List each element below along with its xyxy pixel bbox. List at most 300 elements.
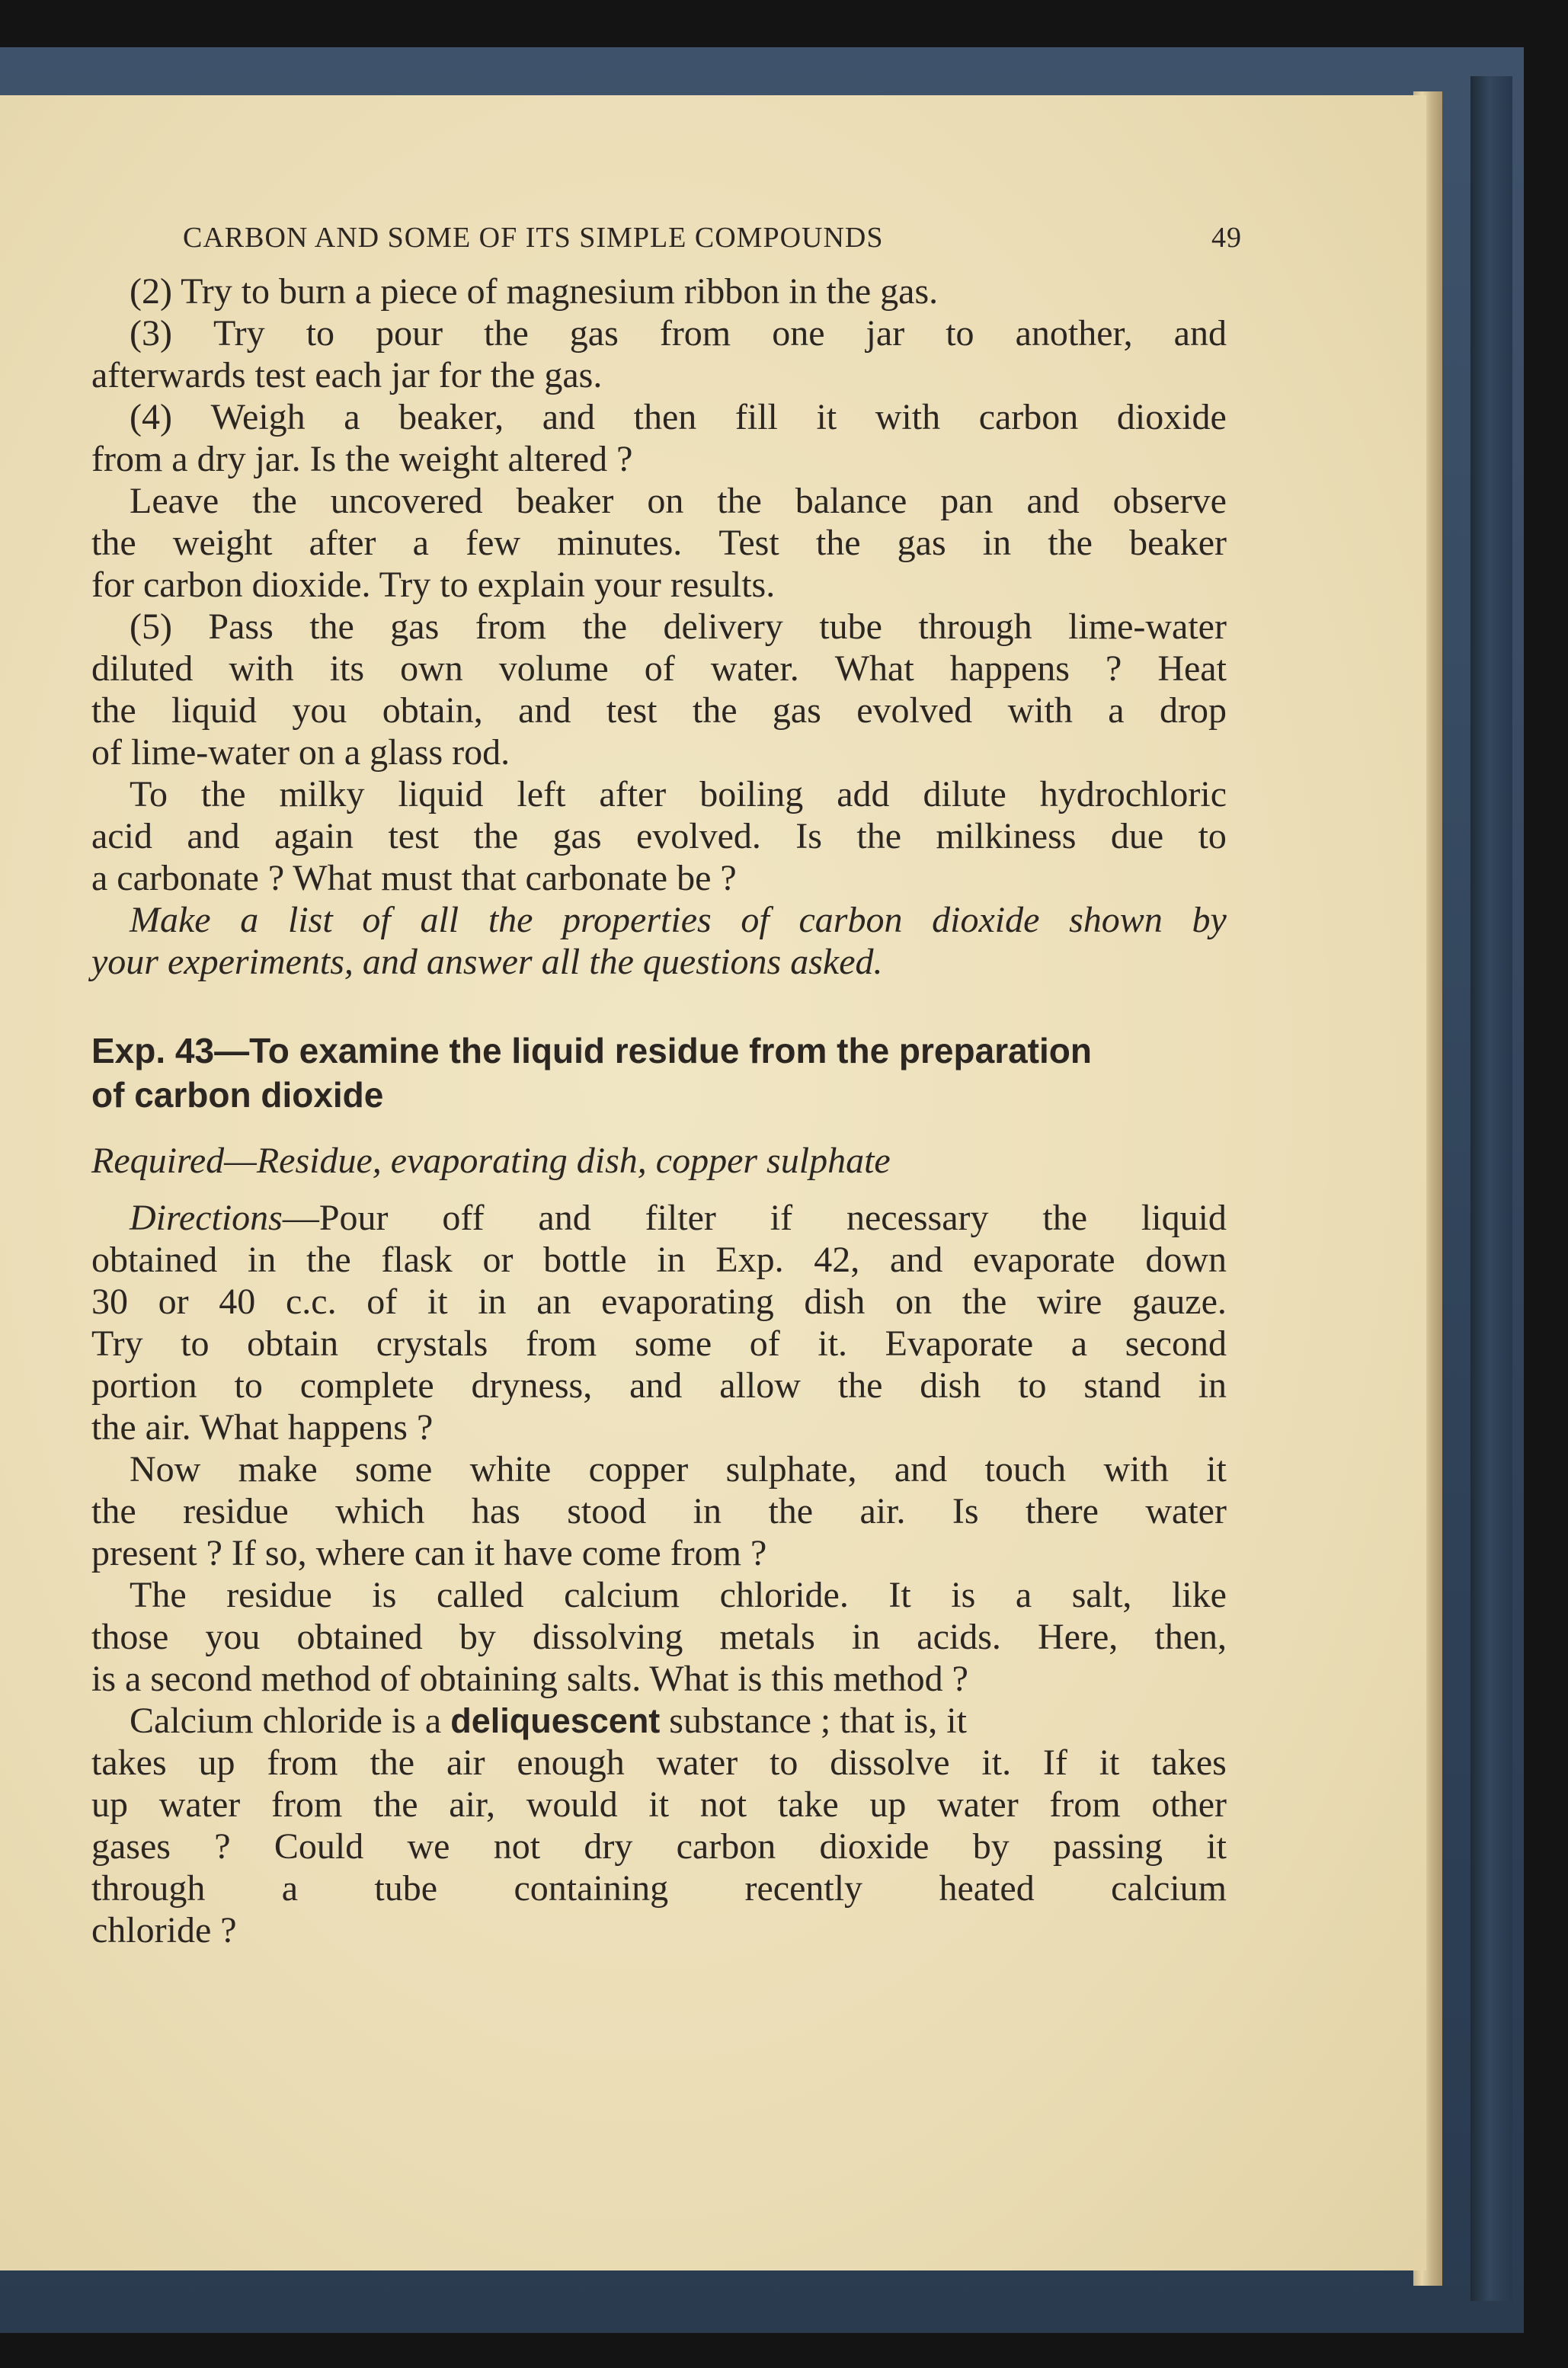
word: a	[240, 900, 259, 940]
word: or	[482, 1240, 514, 1280]
word: those	[91, 1617, 169, 1657]
word: the	[837, 1365, 883, 1406]
word: the	[91, 690, 136, 731]
word: another,	[1015, 313, 1133, 354]
word: salt,	[1071, 1575, 1132, 1615]
word: stood	[567, 1491, 647, 1531]
word: if	[770, 1198, 793, 1238]
word: of	[741, 900, 770, 940]
word: and	[542, 397, 596, 437]
text-line	[130, 773, 1227, 815]
word: with	[1103, 1449, 1169, 1490]
word: diluted	[91, 648, 194, 689]
word: residue	[183, 1491, 289, 1531]
text-line	[91, 1239, 1227, 1281]
word: dioxide	[932, 900, 1040, 940]
word: the	[815, 523, 861, 563]
word: second	[1125, 1323, 1227, 1364]
word: observe	[1112, 481, 1227, 521]
text-run	[130, 606, 1227, 648]
word: and	[187, 816, 240, 856]
text-line	[91, 857, 1227, 899]
word: make	[238, 1449, 318, 1490]
experiment-heading-line: Exp. 43—To examine the liquid residue from the preparation	[91, 1031, 1092, 1070]
word: gas	[569, 313, 619, 354]
word: gas	[772, 690, 821, 731]
word: balance	[795, 481, 907, 521]
word: test	[606, 690, 658, 731]
word: a	[281, 1868, 299, 1909]
word: there	[1026, 1491, 1099, 1531]
word: in	[693, 1491, 722, 1531]
word: the	[692, 690, 738, 731]
word: stand	[1083, 1365, 1161, 1406]
word: the	[370, 1742, 415, 1783]
word: the	[1048, 523, 1093, 563]
word: up	[91, 1784, 128, 1825]
word: Is	[952, 1491, 979, 1531]
word: in	[478, 1282, 507, 1322]
word: its	[329, 648, 365, 689]
word: milky	[279, 774, 365, 814]
text-line	[91, 1784, 1227, 1826]
deliquescent-line	[130, 1700, 1227, 1742]
text-run	[130, 1448, 1227, 1490]
word: from	[267, 1742, 338, 1783]
word: left	[517, 774, 566, 814]
word: add	[837, 774, 890, 814]
text-run	[91, 1281, 1227, 1323]
word: and	[629, 1365, 683, 1406]
word: you	[292, 690, 347, 731]
word: to	[770, 1742, 798, 1783]
word: containing	[514, 1868, 669, 1909]
text-line	[91, 1323, 1227, 1365]
word: the	[962, 1282, 1007, 1322]
word: from	[525, 1323, 597, 1364]
word: dissolve	[830, 1742, 950, 1783]
text-run	[91, 1867, 1227, 1909]
book-spine-edge	[1470, 76, 1512, 2301]
word: is	[951, 1575, 976, 1615]
word: and	[518, 690, 571, 731]
word: of	[362, 900, 391, 940]
word: the	[768, 1491, 814, 1531]
page-number: 49	[1211, 222, 1242, 254]
word: from	[1049, 1784, 1121, 1825]
word: air,	[449, 1784, 495, 1825]
text-line	[91, 815, 1227, 857]
text-line	[91, 1867, 1227, 1909]
word: in	[982, 523, 1012, 563]
text-run	[91, 1490, 1227, 1532]
word: all	[420, 900, 459, 940]
word: dish	[920, 1365, 981, 1406]
word: dissolving	[532, 1617, 683, 1657]
word: by	[459, 1617, 496, 1657]
word: a	[344, 397, 360, 437]
word: 40	[219, 1282, 256, 1322]
text-run: substance ; that is, it	[660, 1701, 967, 1741]
word: it	[1099, 1742, 1120, 1783]
word: milkiness	[936, 816, 1077, 856]
word: water.	[710, 648, 799, 689]
word: it	[816, 397, 837, 437]
word: from	[475, 606, 547, 647]
word: the	[373, 1784, 418, 1825]
word: takes	[91, 1742, 167, 1783]
word: water	[937, 1784, 1019, 1825]
word: some	[354, 1449, 433, 1490]
word: air.	[859, 1491, 906, 1531]
text-line	[91, 1742, 1227, 1784]
text-run	[91, 1323, 1227, 1365]
word: is	[372, 1575, 397, 1615]
text-run	[91, 815, 1227, 857]
word: Heat	[1157, 648, 1227, 689]
word: after	[309, 523, 376, 563]
word: complete	[299, 1365, 434, 1406]
word: passing	[1053, 1826, 1163, 1867]
word: off	[442, 1198, 485, 1238]
book-page	[0, 95, 1426, 2270]
word: due	[1110, 816, 1164, 856]
word: to	[1198, 816, 1227, 856]
word: evaporate	[973, 1240, 1115, 1280]
word: by	[1192, 900, 1227, 940]
word: on	[895, 1282, 933, 1322]
word: tube	[374, 1868, 438, 1909]
word: to	[1018, 1365, 1047, 1406]
deliquescent-term: deliquescent	[450, 1701, 661, 1740]
word: through	[918, 606, 1032, 647]
text-run	[91, 1826, 1227, 1867]
word: If	[1042, 1742, 1067, 1783]
word: lime-water	[1068, 606, 1227, 647]
text-run: of lime-water on a glass rod.	[91, 732, 510, 773]
word: 42,	[814, 1240, 860, 1280]
word: minutes.	[557, 523, 683, 563]
word: properties	[562, 900, 712, 940]
word: tube	[819, 606, 882, 647]
word: the	[306, 1240, 351, 1280]
word: take	[777, 1784, 839, 1825]
experiment-heading-line: of carbon dioxide	[91, 1075, 384, 1115]
word: Could	[274, 1826, 364, 1867]
word: by	[972, 1826, 1010, 1867]
word: own	[400, 648, 463, 689]
word: it	[1206, 1449, 1227, 1490]
text-line	[91, 1658, 1227, 1700]
text-run: for carbon dioxide. Try to explain your results.	[91, 565, 776, 605]
word: on	[647, 481, 684, 521]
text-line	[130, 1574, 1227, 1616]
word: beaker	[516, 481, 614, 521]
word: up	[869, 1784, 907, 1825]
word: ?	[1106, 648, 1122, 689]
word: To	[130, 774, 168, 814]
text-run	[130, 480, 1227, 522]
text-run	[91, 522, 1227, 564]
word: —Pour	[282, 1198, 389, 1238]
word: obtain,	[382, 690, 483, 731]
word: the	[484, 313, 529, 354]
word: calcium	[1111, 1868, 1227, 1909]
word: Here,	[1038, 1617, 1118, 1657]
word: dryness,	[471, 1365, 593, 1406]
text-line	[91, 1406, 1227, 1448]
word: through	[91, 1868, 206, 1909]
word: other	[1151, 1784, 1227, 1825]
word: the	[488, 900, 533, 940]
text-run: a carbonate ? What must that carbonate be ?	[91, 858, 737, 898]
word: dioxide	[1116, 397, 1227, 437]
word: a	[412, 523, 429, 563]
word: to	[234, 1365, 263, 1406]
word: dilute	[923, 774, 1006, 814]
text-run: present ? If so, where can it have come from ?	[91, 1533, 767, 1573]
text-line	[130, 480, 1227, 522]
word: with	[875, 397, 941, 437]
word: (3)	[130, 313, 172, 354]
word: Try	[213, 313, 265, 354]
word: liquid	[171, 690, 258, 731]
word: of	[366, 1282, 398, 1322]
word: drop	[1159, 690, 1227, 731]
instruction-line	[91, 941, 1227, 983]
word: again	[274, 816, 354, 856]
word: and	[538, 1198, 591, 1238]
text-line	[91, 690, 1227, 731]
word: the	[582, 606, 628, 647]
text-run	[130, 899, 1227, 941]
word: copper	[588, 1449, 689, 1490]
word: beaker,	[398, 397, 504, 437]
word: test	[388, 816, 440, 856]
text-line	[130, 312, 1227, 354]
word: wire	[1037, 1282, 1102, 1322]
word: in	[657, 1240, 686, 1280]
text-run	[91, 690, 1227, 731]
word: liquid	[398, 774, 484, 814]
text-line	[91, 1365, 1227, 1406]
word: then,	[1154, 1617, 1227, 1657]
word: to	[181, 1323, 210, 1364]
text-line	[130, 396, 1227, 438]
text-run: Calcium chloride is a	[130, 1701, 451, 1741]
word: air	[446, 1742, 485, 1783]
word: necessary	[846, 1198, 989, 1238]
text-run	[91, 648, 1227, 690]
text-line	[91, 648, 1227, 690]
word: flask	[381, 1240, 453, 1280]
word: boiling	[699, 774, 804, 814]
word: residue	[226, 1575, 332, 1615]
text-run	[91, 1365, 1227, 1406]
word: Test	[718, 523, 779, 563]
word: the	[717, 481, 762, 521]
directions-label: Directions	[130, 1198, 283, 1238]
text-line	[91, 564, 1227, 606]
text-line	[91, 1281, 1227, 1323]
text-line	[91, 354, 1227, 396]
word: Exp.	[715, 1240, 784, 1280]
word: down	[1145, 1240, 1227, 1280]
word: it.	[981, 1742, 1012, 1783]
running-head	[183, 221, 1242, 254]
word: jar	[866, 313, 905, 354]
word: of	[644, 648, 675, 689]
word: the	[856, 816, 902, 856]
text-run	[91, 1784, 1227, 1826]
word: a	[1015, 1575, 1032, 1615]
word: gauze.	[1131, 1282, 1227, 1322]
word: Is	[795, 816, 822, 856]
text-run: (2) Try to burn a piece of magnesium ribbon in the gas.	[130, 271, 939, 312]
word: heated	[939, 1868, 1035, 1909]
word: called	[436, 1575, 524, 1615]
word: with	[229, 648, 294, 689]
word: obtained	[296, 1617, 423, 1657]
text-line	[91, 1826, 1227, 1867]
word: would	[526, 1784, 618, 1825]
word: the	[91, 523, 136, 563]
text-line	[130, 606, 1227, 648]
word: the	[91, 1491, 136, 1531]
word: obtained	[91, 1240, 218, 1280]
word: chloride.	[719, 1575, 849, 1615]
word: like	[1171, 1575, 1227, 1615]
text-run: Required—Residue, evaporating dish, copper sulphate	[91, 1141, 891, 1181]
word: we	[407, 1826, 450, 1867]
word: beaker	[1129, 523, 1227, 563]
text-run	[130, 312, 1227, 354]
word: dioxide	[819, 1826, 930, 1867]
word: calcium	[564, 1575, 680, 1615]
word: carbon	[676, 1826, 776, 1867]
text-run: chloride ?	[91, 1910, 237, 1950]
text-run: is a second method of obtaining salts. What is this method ?	[91, 1659, 968, 1699]
word: the	[1042, 1198, 1088, 1238]
text-run	[91, 1239, 1227, 1281]
text-run: afterwards test each jar for the gas.	[91, 355, 603, 395]
word: water	[158, 1784, 241, 1825]
word: happens	[949, 648, 1070, 689]
instruction-line	[130, 899, 1227, 941]
word: Make	[130, 900, 211, 940]
word: gas	[552, 816, 602, 856]
word: acid	[91, 816, 152, 856]
word: volume	[498, 648, 609, 689]
word: It	[888, 1575, 911, 1615]
word: a	[1108, 690, 1125, 731]
word: ?	[214, 1826, 231, 1867]
word: filter	[645, 1198, 716, 1238]
word: carbon	[978, 397, 1079, 437]
word: weight	[172, 523, 273, 563]
word: an	[536, 1282, 571, 1322]
word: water	[656, 1742, 738, 1783]
word: a	[1070, 1323, 1088, 1364]
text-line	[91, 1616, 1227, 1658]
word: and	[1026, 481, 1080, 521]
word: the	[473, 816, 519, 856]
word: uncovered	[330, 481, 483, 521]
word: Now	[130, 1449, 201, 1490]
text-run	[130, 773, 1227, 815]
word: of	[749, 1323, 780, 1364]
word: from	[270, 1784, 343, 1825]
word: fill	[734, 397, 778, 437]
word: gas	[897, 523, 946, 563]
word: Weigh	[210, 397, 306, 437]
word: white	[469, 1449, 552, 1490]
word: Try	[91, 1323, 143, 1364]
word: evaporating	[601, 1282, 774, 1322]
text-line	[91, 522, 1227, 564]
word: (5)	[130, 606, 172, 647]
word: list	[288, 900, 333, 940]
text-line	[91, 1490, 1227, 1532]
word: not	[699, 1784, 747, 1825]
word: it.	[818, 1323, 848, 1364]
text-run	[130, 396, 1227, 438]
word: you	[205, 1617, 261, 1657]
word: in	[1198, 1365, 1227, 1406]
word: 30	[91, 1282, 128, 1322]
word: in	[248, 1240, 277, 1280]
word: water	[1145, 1491, 1227, 1531]
word: recently	[744, 1868, 863, 1909]
word: obtain	[247, 1323, 339, 1364]
word: it	[1206, 1826, 1227, 1867]
text-run	[283, 1197, 1227, 1239]
word: and	[894, 1449, 948, 1490]
word: shown	[1069, 900, 1163, 940]
word: delivery	[663, 606, 783, 647]
word: then	[633, 397, 697, 437]
word: sulphate,	[725, 1449, 857, 1490]
word: enough	[517, 1742, 625, 1783]
word: Leave	[130, 481, 219, 521]
word: (4)	[130, 397, 172, 437]
text-run: the air. What happens ?	[91, 1407, 434, 1448]
word: bottle	[543, 1240, 627, 1280]
text-run	[91, 1742, 1227, 1784]
word: touch	[984, 1449, 1067, 1490]
word: from	[659, 313, 731, 354]
word: which	[335, 1491, 425, 1531]
word: one	[772, 313, 825, 354]
word: and	[1173, 313, 1227, 354]
word: has	[471, 1491, 520, 1531]
word: to	[946, 313, 974, 354]
word: the	[309, 606, 354, 647]
word: liquid	[1141, 1198, 1227, 1238]
word: Evaporate	[885, 1323, 1034, 1364]
word: in	[851, 1617, 881, 1657]
text-run: from a dry jar. Is the weight altered ?	[91, 439, 633, 479]
text-line	[130, 270, 1227, 312]
word: The	[130, 1575, 187, 1615]
text-line	[91, 1532, 1227, 1574]
word: some	[634, 1323, 712, 1364]
word: dish	[804, 1282, 866, 1322]
word: gas	[390, 606, 440, 647]
text-line	[91, 438, 1227, 480]
word: after	[599, 774, 667, 814]
word: gases	[91, 1826, 171, 1867]
